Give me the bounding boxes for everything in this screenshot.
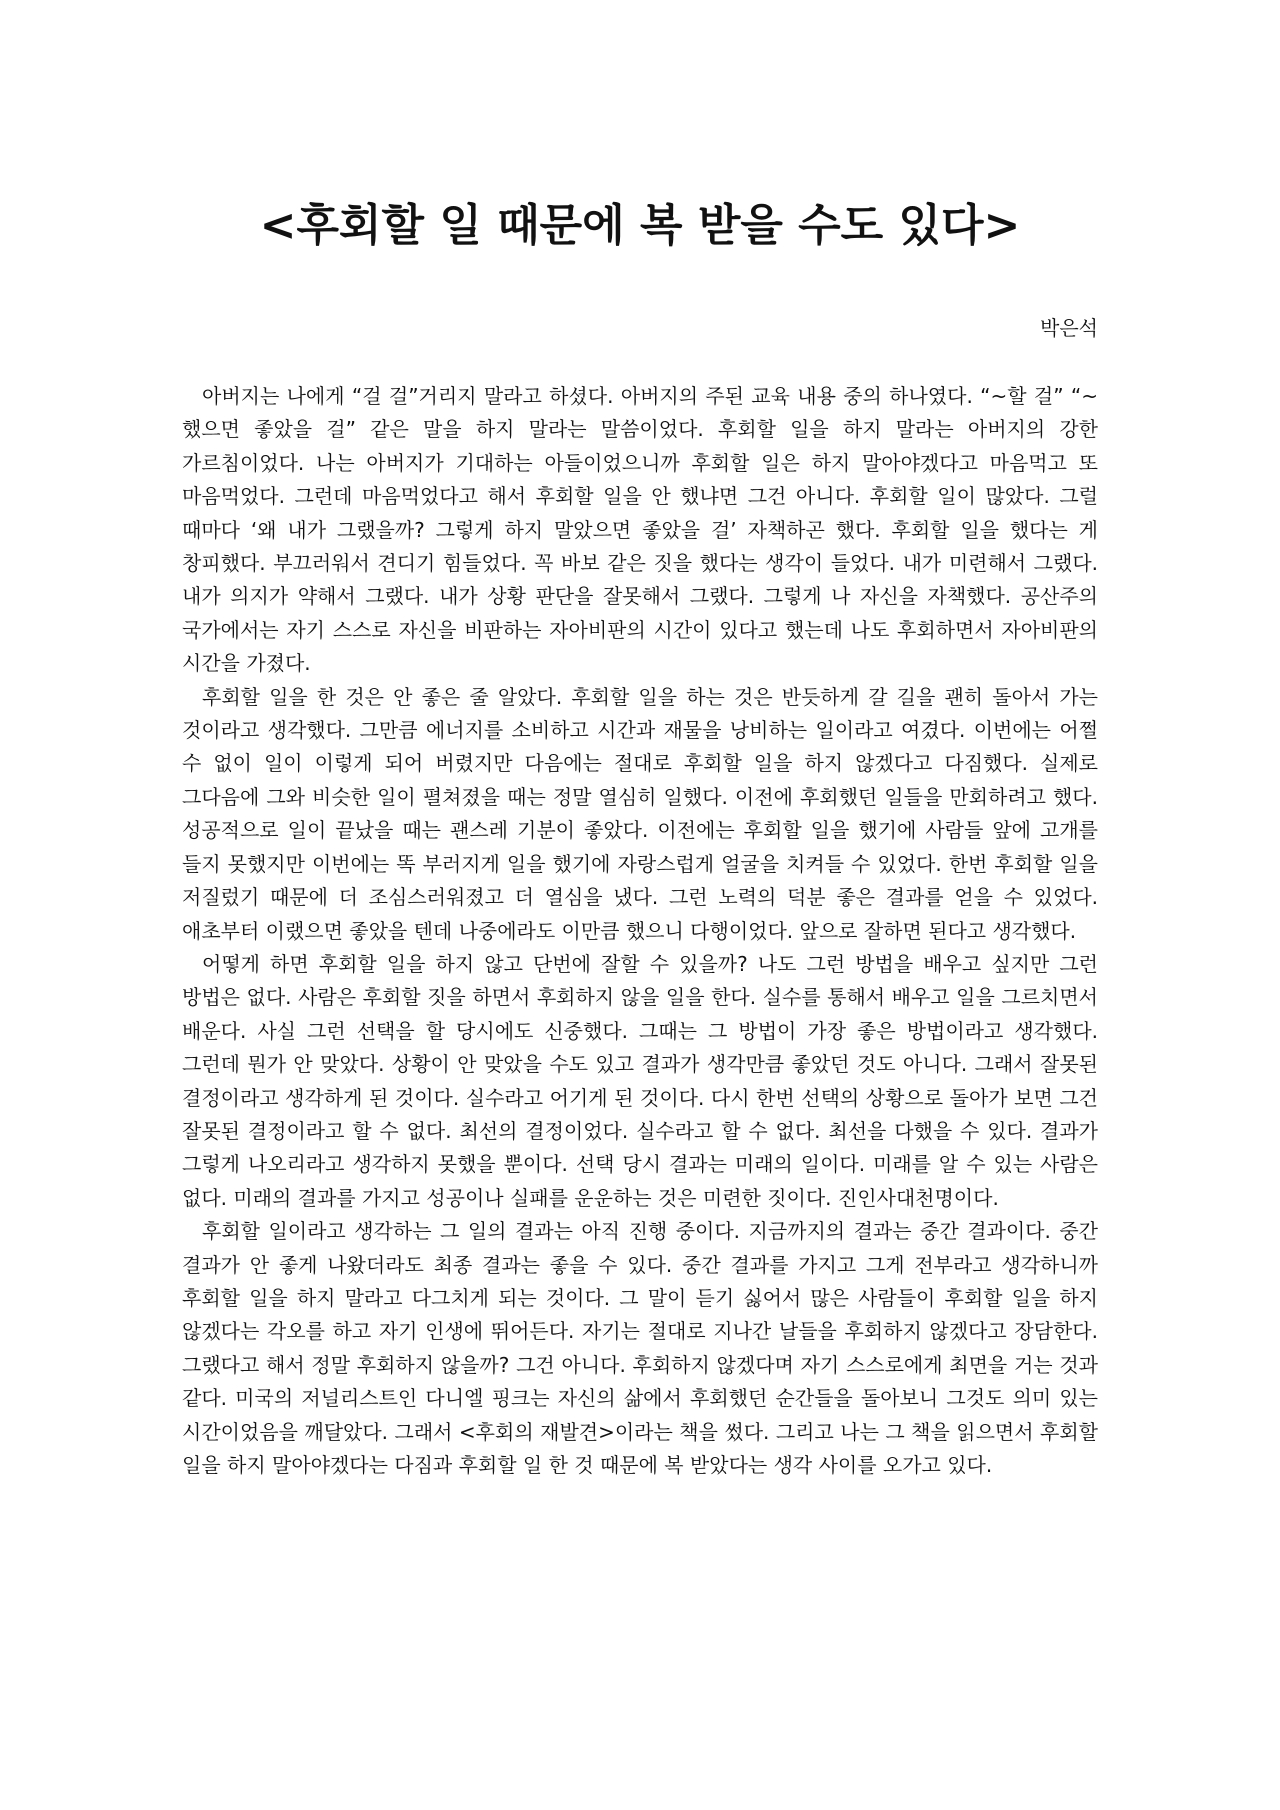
paragraph: 어떻게 하면 후회할 일을 하지 않고 단번에 잘할 수 있을까? 나도 그런 방법을 배우고 싶지만 그런 방법은 없다. 사람은 후회할 짓을 하면서 후회하지 않을 일을 한다. 실수를 통해서 배우고 일을 그르치면서 배운다. 사실 그런 선택을 할 당시에도 신중했다. 그때는 그 방법이 가장 좋은 방법이라고 생각했다. 그런데 뭔가 안 맞았다. 상황이 안 맞았을 수도 있고 결과가 생각만큼 좋았던 것도 아니다. 그래서 잘못된 결정이라고 생각하게 된 것이다. 실수라고 어기게 된 것이다. 다시 한번 선택의 상황으로 돌아가 보면 그건 잘못된 결정이라고 할 수 없다. 최선의 결정이었다. 실수라고 할 수 없다. 최선을 다했을 수 있다. 결과가 그렇게 나오리라고 생각하지 못했을 뿐이다. 선택 당시 결과는 미래의 일이다. 미래를 알 수 있는 사람은 없다. 미래의 결과를 가지고 성공이나 실패를 운운하는 것은 미련한 짓이다. 진인사대천명이다. [182, 951, 1098, 1210]
paragraph: 아버지는 나에게 “걸 걸”거리지 말라고 하셨다. 아버지의 주된 교육 내용 중의 하나였다. “~할 걸” “~했으면 좋았을 걸” 같은 말을 하지 말라는 말씀이었다. 후회할 일을 하지 말라는 아버지의 강한 가르침이었다. 나는 아버지가 기대하는 아들이었으니까 후회할 일은 하지 말아야겠다고 마음먹고 또 마음먹었다. 그런데 마음먹었다고 해서 후회할 일을 안 했냐면 그건 아니다. 후회할 일이 많았다. 그럴 때마다 ‘왜 내가 그랬을까? 그렇게 하지 말았으면 좋았을 걸’ 자책하곤 했다. 후회할 일을 했다는 게 창피했다. 부끄러워서 견디기 힘들었다. 꼭 바보 같은 짓을 했다는 생각이 들었다. 내가 미련해서 그랬다. 내가 의지가 약해서 그랬다. 내가 상황 판단을 잘못해서 그랬다. 그렇게 나 자신을 자책했다. 공산주의 국가에서는 자기 스스로 자신을 비판하는 자아비판의 시간이 있다고 했는데 나도 후회하면서 자아비판의 시간을 가졌다. [182, 384, 1098, 676]
author-name: 박은석 [1040, 316, 1098, 340]
paragraph: 후회할 일을 한 것은 안 좋은 줄 알았다. 후회할 일을 하는 것은 반듯하게 갈 길을 괜히 돌아서 가는 것이라고 생각했다. 그만큼 에너지를 소비하고 시간과 재물을 낭비하는 일이라고 여겼다. 이번에는 어쩔 수 없이 일이 이렇게 되어 버렸지만 다음에는 절대로 후회할 일을 하지 않겠다고 다짐했다. 실제로 그다음에 그와 비슷한 일이 펼쳐졌을 때는 정말 열심히 일했다. 이전에 후회했던 일들을 만회하려고 했다. 성공적으로 일이 끝났을 때는 괜스레 기분이 좋았다. 이전에는 후회할 일을 했기에 사람들 앞에 고개를 들지 못했지만 이번에는 똑 부러지게 일을 했기에 자랑스럽게 얼굴을 치켜들 수 있었다. 한번 후회할 일을 저질렀기 때문에 더 조심스러워졌고 더 열심을 냈다. 그런 노력의 덕분 좋은 결과를 얻을 수 있었다. 애초부터 이랬으면 좋았을 텐데 나중에라도 이만큼 했으니 다행이었다. 앞으로 잘하면 된다고 생각했다. [182, 684, 1098, 943]
document-title: <후회할 일 때문에 복 받을 수도 있다> [259, 200, 1021, 251]
paragraph: 후회할 일이라고 생각하는 그 일의 결과는 아직 진행 중이다. 지금까지의 결과는 중간 결과이다. 중간 결과가 안 좋게 나왔더라도 최종 결과는 좋을 수 있다. 중간 결과를 가지고 그게 전부라고 생각하니까 후회할 일을 하지 말라고 다그치게 되는 것이다. 그 말이 듣기 싫어서 많은 사람들이 후회할 일을 하지 않겠다는 각오를 하고 자기 인생에 뛰어든다. 자기는 절대로 지나간 날들을 후회하지 않겠다고 장담한다. 그랬다고 해서 정말 후회하지 않을까? 그건 아니다. 후회하지 않겠다며 자기 스스로에게 최면을 거는 것과 같다. 미국의 저널리스트인 다니엘 핑크는 자신의 삶에서 후회했던 순간들을 돌아보니 그것도 의미 있는 시간이었음을 깨달았다. 그래서 <후회의 재발견>이라는 책을 썼다. 그리고 나는 그 책을 읽으면서 후회할 일을 하지 말아야겠다는 다짐과 후회할 일 한 것 때문에 복 받았다는 생각 사이를 오가고 있다. [182, 1219, 1098, 1477]
document-body [182, 380, 1098, 1482]
